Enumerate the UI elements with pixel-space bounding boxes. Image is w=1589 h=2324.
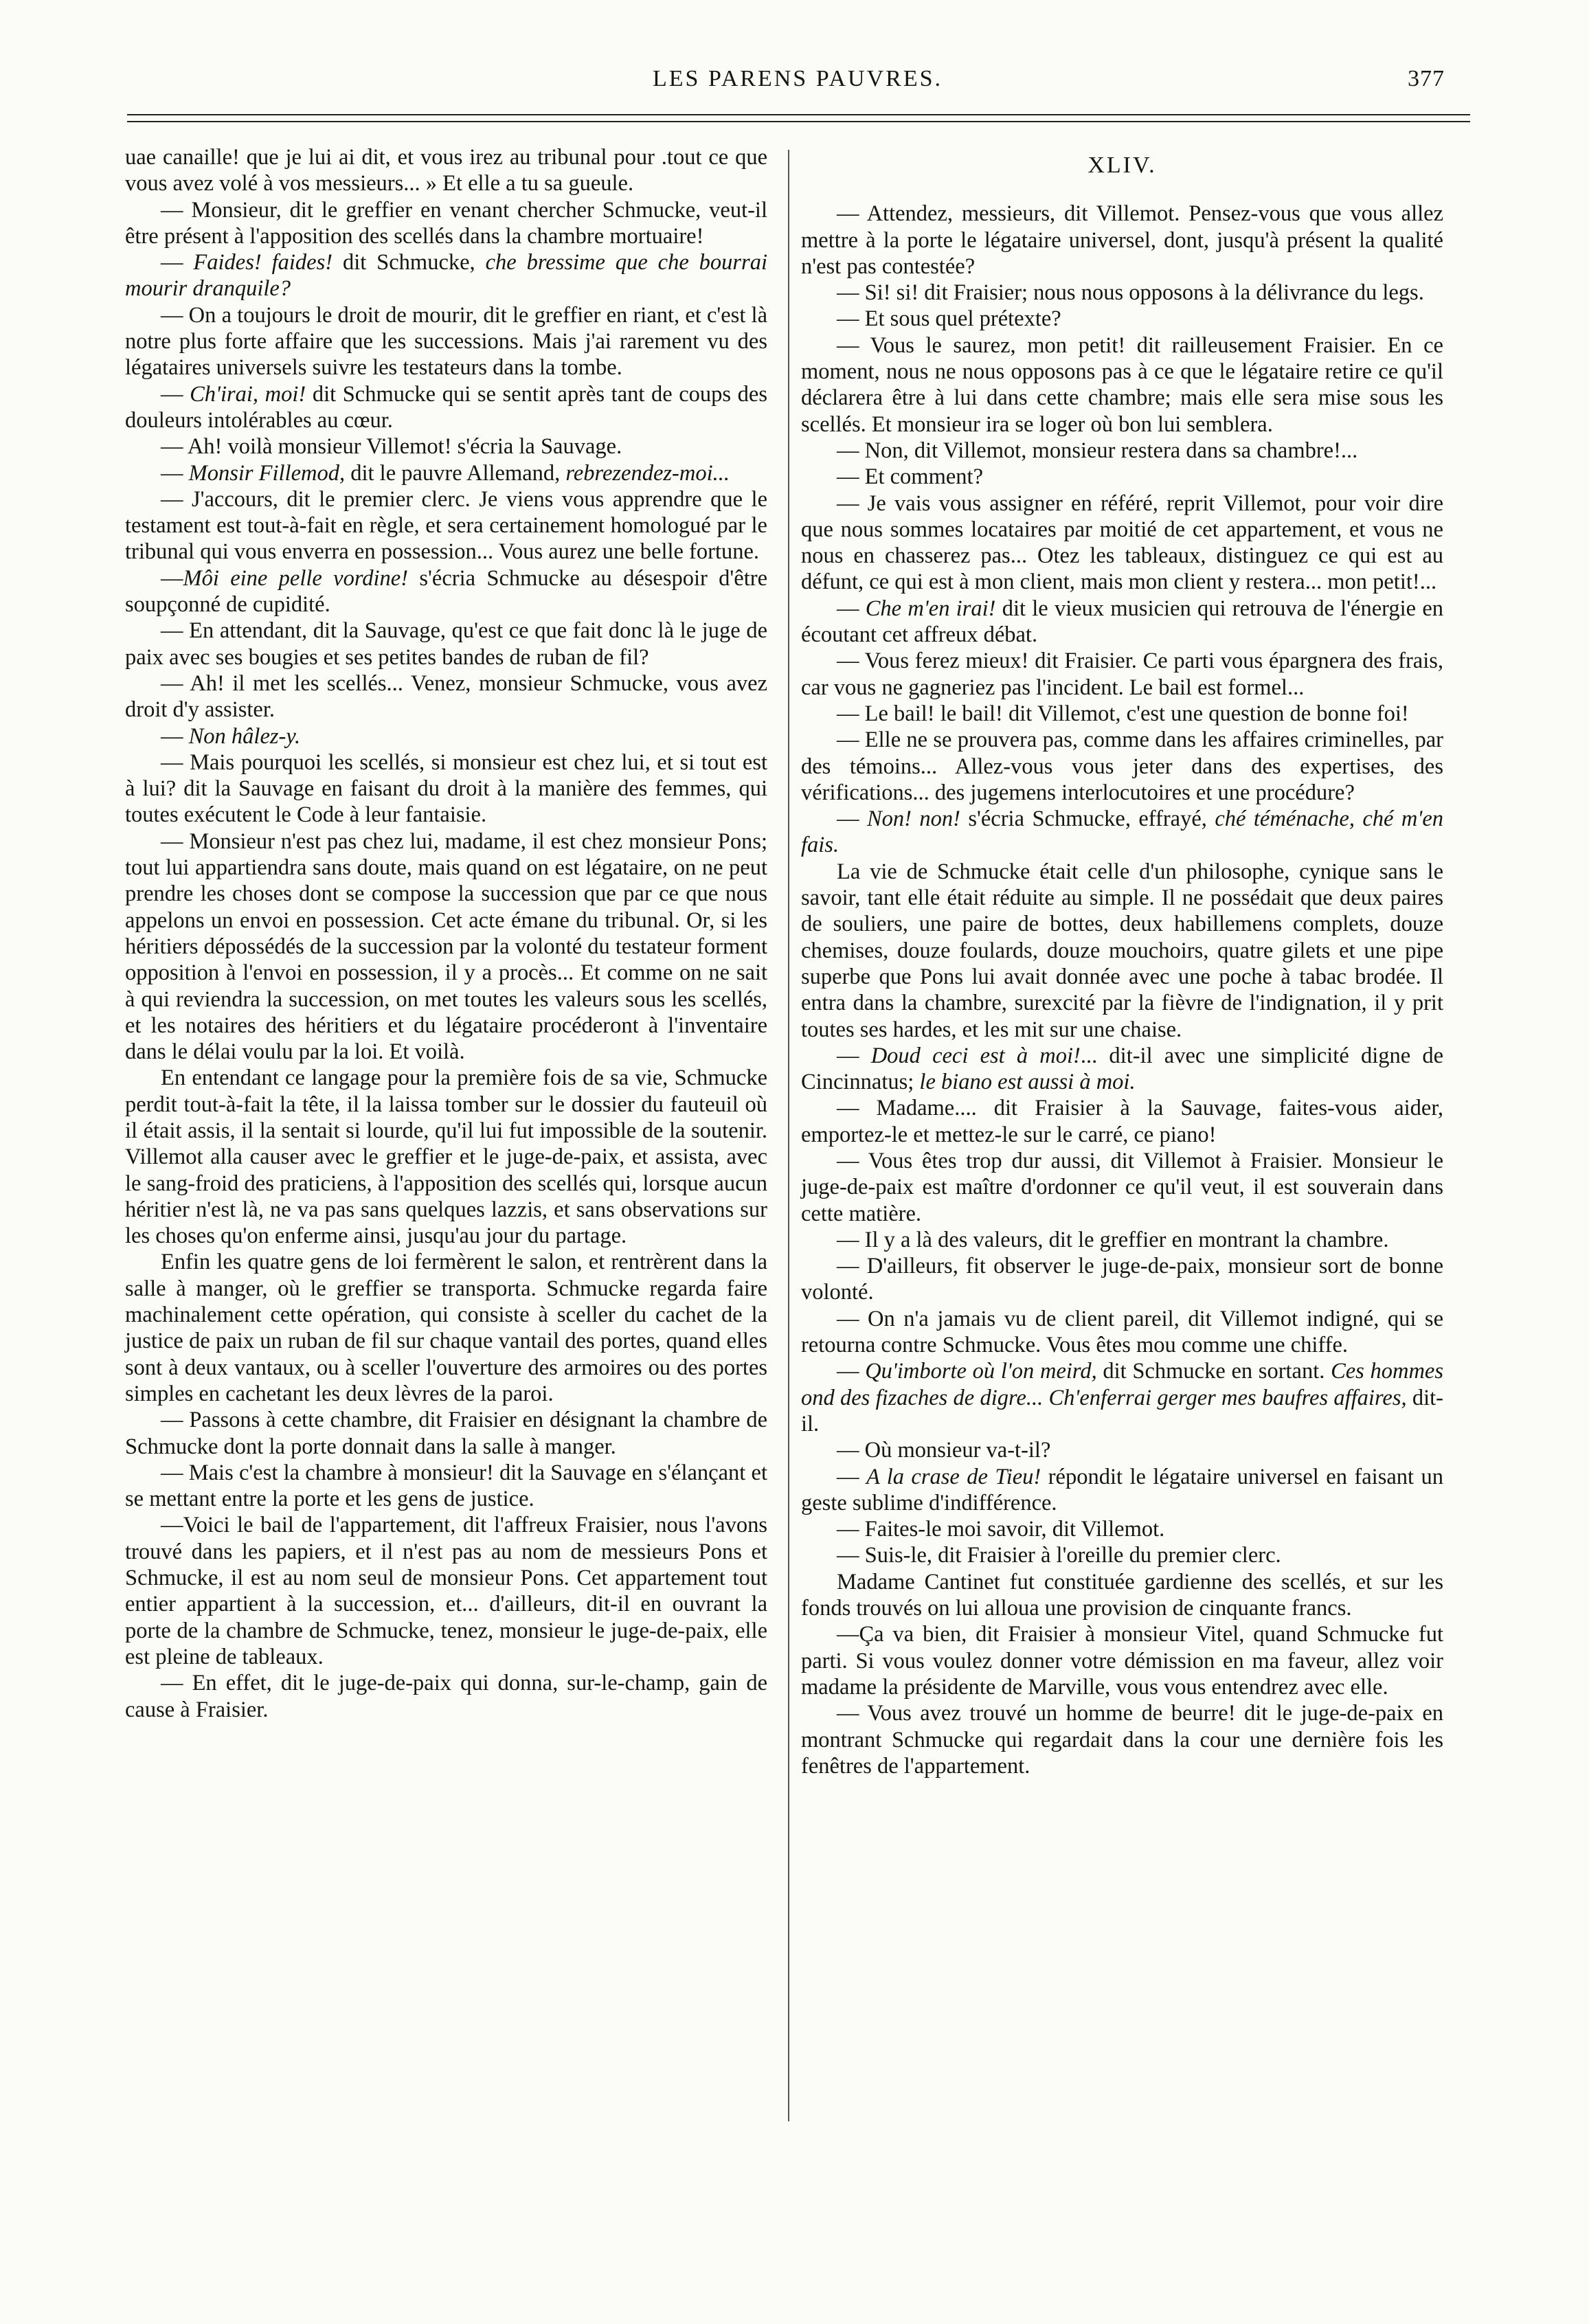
paragraph [125,670,767,723]
text-run: — Vous avez trouvé un homme de beurre! dit le juge-de-paix en montrant Schmucke qui regardait dans la cour une dernière fois les fenêtres de l'appartement. [801,1701,1443,1779]
italic-dialogue: Môi eine pelle vordine! [183,565,409,591]
right-column-body [801,201,1443,1779]
text-run: La vie de Schmucke était celle d'un philosophe, cynique sans le savoir, tant elle était réduite au simple. Il ne possédait que deux paires de souliers, une paire de bottes, deux habillemens complets, douze chemises, douze foulards, douze mouchoirs, quatre gilets et une pipe superbe que Pons lui avait donnée avec une poche à tabac brodée. Il entra dans la chambre, surexcité par la fièvre de l'indignation, il y prit toutes ses hardes, et les mit sur une chaise. [801,859,1443,1042]
paragraph [125,1065,767,1249]
text-run: répondit le légataire universel en faisant un geste sublime d'indifférence. [801,1464,1444,1515]
text-run: — En attendant, dit la Sauvage, qu'est ce que fait donc là le juge de paix avec ses bougies et ses petites bandes de ruban de fil? [125,618,767,670]
italic-dialogue: Che m'en irai! [865,596,996,621]
paragraph [801,1358,1443,1437]
paragraph [125,565,767,618]
paragraph [801,1043,1443,1096]
text-run: — Suis-le, dit Fraisier à l'oreille du premier clerc. [837,1543,1281,1568]
paragraph [125,618,767,670]
paragraph [125,460,767,486]
text-run: —Ça va bien, dit Fraisier à monsieur Vitel, quand Schmucke fut parti. Si vous voulez donner votre démission en ma faveur, allez voir madame la présidente de Marville, vous vous entendrez avec elle. [801,1622,1443,1700]
paragraph [801,648,1443,701]
italic-dialogue: Non hâlez-y. [188,723,301,749]
text-run: uae canaille! que je lui ai dit, et vous irez au tribunal pour .tout ce que vous avez volé à vos messieurs... » Et elle a tu sa gueule. [125,145,767,196]
italic-dialogue: Monsir Fillemod, [188,460,346,486]
text-run: dit le vieux musicien qui retrouva de l'énergie en écoutant cet affreux débat. [801,596,1444,648]
text-run: — Si! si! dit Fraisier; nous nous opposons à la délivrance du legs. [837,280,1424,306]
text-run: — Passons à cette chambre, dit Fraisier en désignant la chambre de Schmucke dont la porte donnait dans la salle à manger. [125,1408,767,1459]
paragraph [125,1249,767,1407]
text-run: — Mais c'est la chambre à monsieur! dit la Sauvage en s'élançant et se mettant entre la porte et les gens de justice. [125,1460,767,1512]
header-rule-top [127,114,1470,115]
italic-dialogue: Non! non! [866,806,960,832]
text-run: — Vous ferez mieux! dit Fraisier. Ce parti vous épargnera des frais, car vous ne gagneriez pas l'incident. Le bail est formel... [801,648,1443,700]
text-run: — [837,1464,866,1489]
text-run: — Je vais vous assigner en référé, reprit Villemot, pour voir dire que nous sommes locataires par moitié de cet appartement, et vous ne nous en chasserez pas... Otez les tableaux, distinguez ce qui est au défunt, ce qui est à mon client, mais mon client y restera... mon petit!... [801,490,1443,595]
left-column [125,144,767,1723]
paragraph [801,701,1443,727]
text-run: — [837,806,867,832]
text-run: En entendant ce langage pour la première fois de sa vie, Schmucke perdit tout-à-fait la tête, il la laissa tomber sur le dossier du fauteuil où il était assis, il la sentait si lourde, qu'il lui fut impossible de la soutenir. Villemot alla causer avec le greffier et le juge-de-paix, et assista, avec le sang-froid des praticiens, à l'apposition des scellés qui, lorsque aucun héritier n'est là, ne va pas sans quelques lazzis, et sans observations sur les choses qu'on enferme ainsi, jusqu'au jour du partage. [125,1065,767,1249]
paragraph [801,1437,1443,1463]
text-run: — [837,596,866,621]
paragraph [125,749,767,828]
italic-dialogue: le biano est aussi à moi. [919,1070,1136,1095]
paragraph [125,1670,767,1723]
text-run: — [161,381,190,407]
text-run: — D'ailleurs, fit observer le juge-de-paix, monsieur sort de bonne volonté. [801,1254,1443,1305]
text-run: — [161,250,194,275]
italic-dialogue: rebrezendez-moi... [565,460,730,486]
paragraph [125,144,767,197]
text-run: — Vous le saurez, mon petit! dit railleusement Fraisier. En ce moment, nous ne nous opposons pas à ce que le légataire retire ce qu'il déclarera être à lui dans cette chambre; mais elle sera mise sous les scellés. Et monsieur ira se loger où bon lui semblera. [801,332,1443,437]
column-divider [788,150,789,2121]
paragraph [801,1542,1443,1568]
paragraph [801,201,1443,280]
paragraph [125,1407,767,1460]
paragraph [801,1148,1443,1227]
paragraph [125,197,767,250]
paragraph [125,723,767,749]
paragraph [801,332,1443,438]
text-run: — Monsieur n'est pas chez lui, madame, il est chez monsieur Pons; tout lui appartiendra sans doute, mais quand on est légataire, on ne peut prendre les choses dont se compose la succession que par ce que nous appelons un envoi en possession. Cet acte émane du tribunal. Or, si les héritiers dépossédés de la succession par la volonté du testateur forment opposition à l'envoi en possession, il y a procès... Et comme on ne sait à qui reviendra la succession, on met toutes les valeurs sous les scellés, et les notaires des héritiers et du légataire procéderont à l'inventaire dans le délai voulu par la loi. Et voilà. [125,828,767,1065]
text-run: — Et comment? [837,464,983,490]
text-run: — Mais pourquoi les scellés, si monsieur est chez lui, et si tout est à lui? dit la Sauvage en faisant du droit à la manière des femmes, qui toutes exécutent le Code à leur fantaisie. [125,749,767,828]
text-run: — Ah! voilà monsieur Villemot! s'écria la Sauvage. [161,434,622,460]
page-number: 377 [1408,66,1445,91]
text-run: dit Schmucke en sortant. [1096,1359,1331,1384]
italic-dialogue: Ces hommes ond des fizaches de digre... Ch'enferrai gerger mes baufres affaires, [801,1359,1444,1410]
text-run: — Attendez, messieurs, dit Villemot. Pensez-vous que vous allez mettre à la porte le légataire universel, dont, jusqu'à présent la qualité n'est pas contestée? [801,201,1443,279]
text-run: — Monsieur, dit le greffier en venant chercher Schmucke, veut-il être présent à l'apposition des scellés dans la chambre mortuaire! [125,197,767,249]
paragraph [125,1512,767,1670]
text-run: — Et sous quel prétexte? [837,306,1061,332]
text-run: — On a toujours le droit de mourir, dit le greffier en riant, et c'est là notre plus forte affaire que les successions. Mais j'ai rarement vu des légataires universels suivre les testateurs dans la tombe. [125,302,767,381]
paragraph [125,249,767,302]
running-head-title: LES PARENS PAUVRES. [653,66,943,91]
paragraph [801,1306,1443,1359]
paragraph [801,280,1443,306]
paragraph [801,806,1443,859]
text-run: — [161,565,183,591]
text-run: ... dit-il avec une simplicité digne de Cincinnatus; [801,1043,1444,1095]
text-run: Enfin les quatre gens de loi fermèrent le salon, et rentrèrent dans la salle à manger, où le greffier se transporta. Schmucke regarda faire machinalement cette opération, qui consiste à sceller du cachet de la justice de paix un ruban de fil sur chaque vantail des portes, quand elles sont à deux vantaux, ou à sceller l'ouverture des armoires ou des portes simples en cachetant les deux lèvres de la paroi. [125,1250,767,1406]
text-run: — Faites-le moi savoir, dit Villemot. [837,1517,1165,1542]
paragraph [801,1621,1443,1700]
text-run: — En effet, dit le juge-de-paix qui donna, sur-le-champ, gain de cause à Fraisier. [125,1671,767,1722]
text-run: dit Schmucke, [333,250,486,275]
text-run: — Où monsieur va-t-il? [837,1438,1051,1463]
header-rule-bottom [127,121,1470,122]
italic-dialogue: Doud ceci est à moi! [870,1043,1081,1068]
text-run: — Le bail! le bail! dit Villemot, c'est une question de bonne foi! [837,701,1409,726]
paragraph [801,727,1443,806]
italic-dialogue: che bressime que che bourrai mourir dranquile? [125,250,767,302]
paragraph [801,490,1443,596]
paragraph [125,828,767,1065]
text-run: —Voici le bail de l'appartement, dit l'affreux Fraisier, nous l'avons trouvé dans les papiers, et il n'est pas au nom de messieurs Pons et Schmucke, il est au nom seul de monsieur Pons. Cet appartement tout entier appartient à la succession, et... d'ailleurs, dit-il en ouvrant la porte de la chambre de Schmucke, tenez, monsieur le juge-de-paix, elle est pleine de tableaux. [125,1513,767,1669]
text-run: — Madame.... dit Fraisier à la Sauvage, faites-vous aider, emportez-le et mettez-le sur le carré, ce piano! [801,1096,1443,1147]
italic-dialogue: A la crase de Tieu! [866,1464,1041,1489]
text-run: — Il y a là des valeurs, dit le greffier en montrant la chambre. [837,1227,1389,1252]
text-run: s'écria Schmucke au désespoir d'être soupçonné de cupidité. [125,565,767,618]
text-run: dit Schmucke qui se sentit après tant de coups des douleurs intolérables au cœur. [125,381,767,433]
right-column [801,144,1443,1779]
italic-dialogue: Qu'imborte où l'on meird, [865,1359,1097,1384]
text-run: — J'accours, dit le premier clerc. Je viens vous apprendre que le testament est tout-à-fait en règle, et sera certainement homologué par le tribunal qui vous enverra en possession... Vous aurez une belle fortune. [125,486,767,565]
italic-dialogue: Ch'irai, moi! [190,381,306,407]
italic-dialogue: ché téménache, ché m'en fais. [801,806,1444,858]
paragraph [801,438,1443,464]
paragraph [801,1700,1443,1779]
paragraph [125,381,767,434]
paragraph [125,486,767,565]
paragraph [801,1516,1443,1542]
paragraph [801,1253,1443,1306]
italic-dialogue: Faides! faides! [193,250,333,275]
paragraph [801,859,1443,1043]
paragraph [125,302,767,381]
text-run: — [837,1359,866,1384]
text-run: — Vous êtes trop dur aussi, dit Villemot à Fraisier. Monsieur le juge-de-paix est maître d'ordonner ce qu'il veut, il est souverain dans cette matière. [801,1148,1443,1226]
paragraph [801,464,1443,490]
text-run: s'écria Schmucke, effrayé, [960,806,1215,832]
paragraph [801,1095,1443,1148]
paragraph [125,433,767,460]
text-run: dit le pauvre Allemand, [345,460,566,486]
paragraph [801,1569,1443,1622]
paragraph [125,1460,767,1513]
chapter-heading: XLIV. [1087,153,1157,178]
text-run: — Non, dit Villemot, monsieur restera dans sa chambre!... [837,438,1358,463]
text-run: — Elle ne se prouvera pas, comme dans les affaires criminelles, par des témoins... Allez-vous vous jeter dans des expertises, des vérifications... des jugemens interlocutoires et une procédure? [801,727,1443,805]
paragraph [801,596,1443,648]
text-run: Madame Cantinet fut constituée gardienne des scellés, et sur les fonds trouvés on lui alloua une provision de cinquante francs. [801,1569,1443,1621]
text-run: — On n'a jamais vu de client pareil, dit Villemot indigné, qui se retourna contre Schmucke. Vous êtes mou comme une chiffe. [801,1306,1443,1358]
text-run: — [837,1043,871,1068]
text-run: — [161,460,189,486]
paragraph [801,1227,1443,1253]
text-run: — [161,723,189,749]
text-run: dit-il. [801,1385,1443,1436]
paragraph [801,306,1443,332]
text-run: — Ah! il met les scellés... Venez, monsieur Schmucke, vous avez droit d'y assister. [125,670,767,723]
paragraph [801,1464,1443,1517]
